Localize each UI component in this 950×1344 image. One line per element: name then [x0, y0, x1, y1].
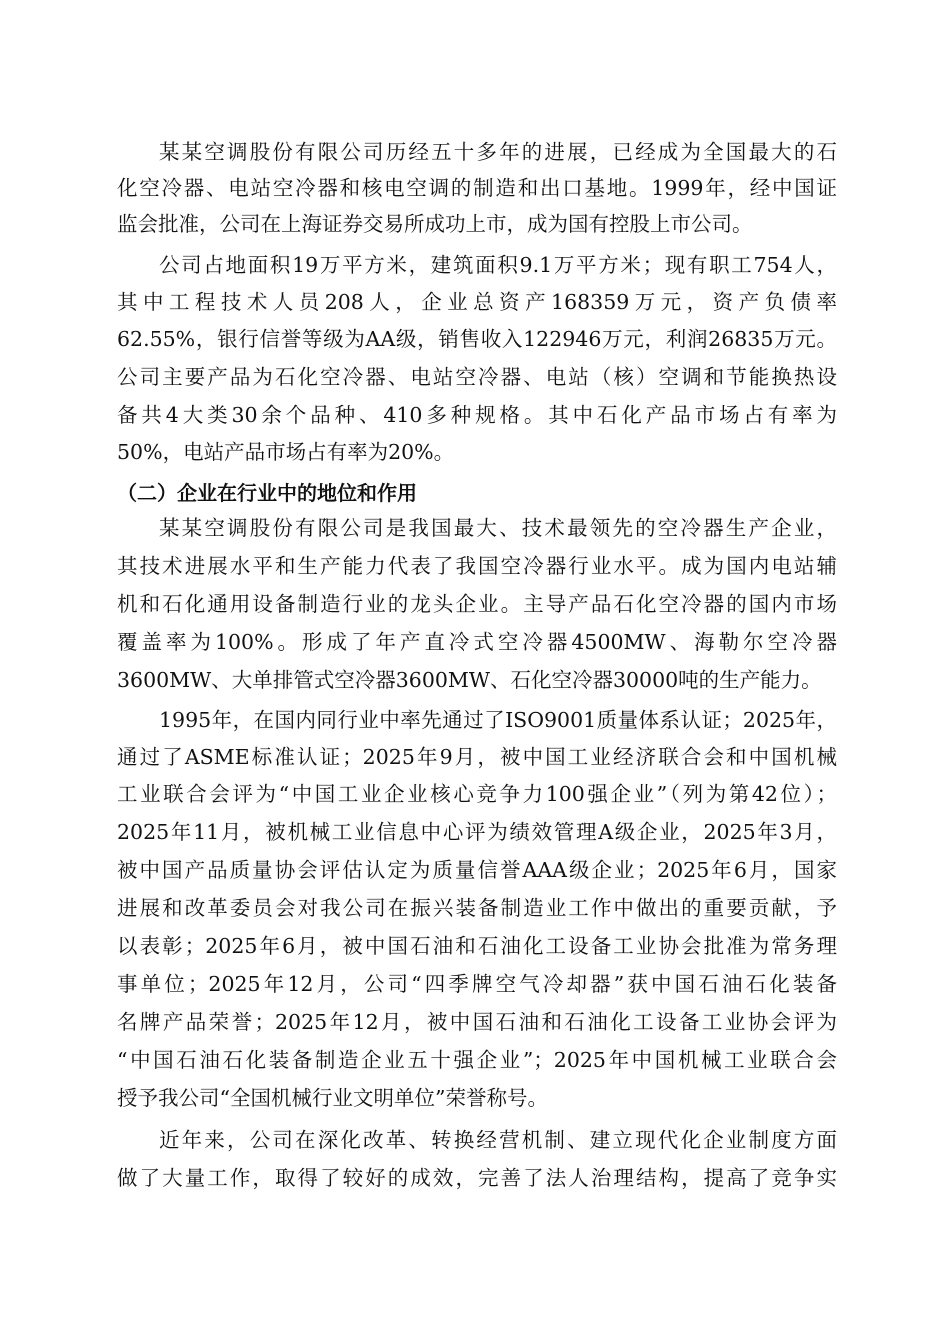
paragraph-4-line-3: 工业联合会评为“中国工业企业核心竞争力100强企业”（列为第42位）；: [117, 782, 837, 806]
paragraph-2-line-1: 公司占地面积19万平方米，建筑面积9.1万平方米；现有职工754人，: [159, 253, 837, 277]
paragraph-3-line-4: 覆盖率为100%。形成了年产直冷式空冷器4500MW、海勒尔空冷器: [117, 630, 837, 654]
paragraph-4-line-2: 通过了ASME标准认证；2025年9月，被中国工业经济联合会和中国机械: [117, 745, 837, 769]
paragraph-2-line-3: 62.55%，银行信誉等级为AA级，销售收入122946万元，利润26835万元。: [117, 327, 837, 351]
paragraph-3-line-1: 某某空调股份有限公司是我国最大、技术最领先的空冷器生产企业，: [159, 516, 837, 540]
paragraph-4-line-6: 进展和改革委员会对我公司在振兴装备制造业工作中做出的重要贡献，予: [117, 896, 837, 920]
paragraph-4-line-1: 1995年，在国内同行业中率先通过了ISO9001质量体系认证；2025年，: [159, 708, 837, 732]
paragraph-3-line-2: 其技术进展水平和生产能力代表了我国空冷器行业水平。成为国内电站辅: [117, 554, 837, 578]
paragraph-3-line-3: 机和石化通用设备制造行业的龙头企业。主导产品石化空冷器的国内市场: [117, 592, 837, 616]
paragraph-5-line-1: 近年来，公司在深化改革、转换经营机制、建立现代化企业制度方面: [159, 1128, 837, 1152]
paragraph-4-line-10: “中国石油石化装备制造企业五十强企业”；2025年中国机械工业联合会: [117, 1048, 837, 1072]
paragraph-1-line-3: 监会批准，公司在上海证券交易所成功上市，成为国有控股上市公司。: [117, 212, 753, 236]
paragraph-4-line-8: 事单位；2025年12月，公司“四季牌空气冷却器”获中国石油石化装备: [117, 972, 837, 996]
paragraph-2-line-2: 其中工程技术人员208人，企业总资产168359万元，资产负债率: [117, 290, 837, 314]
paragraph-2-line-6: 50%，电站产品市场占有率为20%。: [117, 440, 455, 464]
paragraph-1-line-2: 化空冷器、电站空冷器和核电空调的制造和出口基地。1999年，经中国证: [117, 176, 837, 200]
paragraph-1-line-1: 某某空调股份有限公司历经五十多年的进展，已经成为全国最大的石: [159, 140, 837, 164]
paragraph-2-line-5: 备共4大类30余个品种、410多种规格。其中石化产品市场占有率为: [117, 403, 837, 427]
paragraph-3-line-5: 3600MW、大单排管式空冷器3600MW、石化空冷器30000吨的生产能力。: [117, 668, 822, 692]
paragraph-4-line-9: 名牌产品荣誉；2025年12月，被中国石油和石油化工设备工业协会评为: [117, 1010, 837, 1034]
paragraph-2-line-4: 公司主要产品为石化空冷器、电站空冷器、电站（核）空调和节能换热设: [117, 365, 837, 389]
paragraph-4-line-4: 2025年11月，被机械工业信息中心评为绩效管理A级企业，2025年3月，: [117, 820, 837, 844]
section-heading: （二）企业在行业中的地位和作用: [117, 481, 417, 505]
paragraph-4-line-7: 以表彰；2025年6月，被中国石油和石油化工设备工业协会批准为常务理: [117, 934, 837, 958]
paragraph-5-line-2: 做了大量工作，取得了较好的成效，完善了法人治理结构，提高了竞争实: [117, 1166, 837, 1190]
paragraph-4-line-5: 被中国产品质量协会评估认定为质量信誉AAA级企业；2025年6月，国家: [117, 858, 837, 882]
paragraph-4-line-11: 授予我公司“全国机械行业文明单位”荣誉称号。: [117, 1086, 548, 1110]
